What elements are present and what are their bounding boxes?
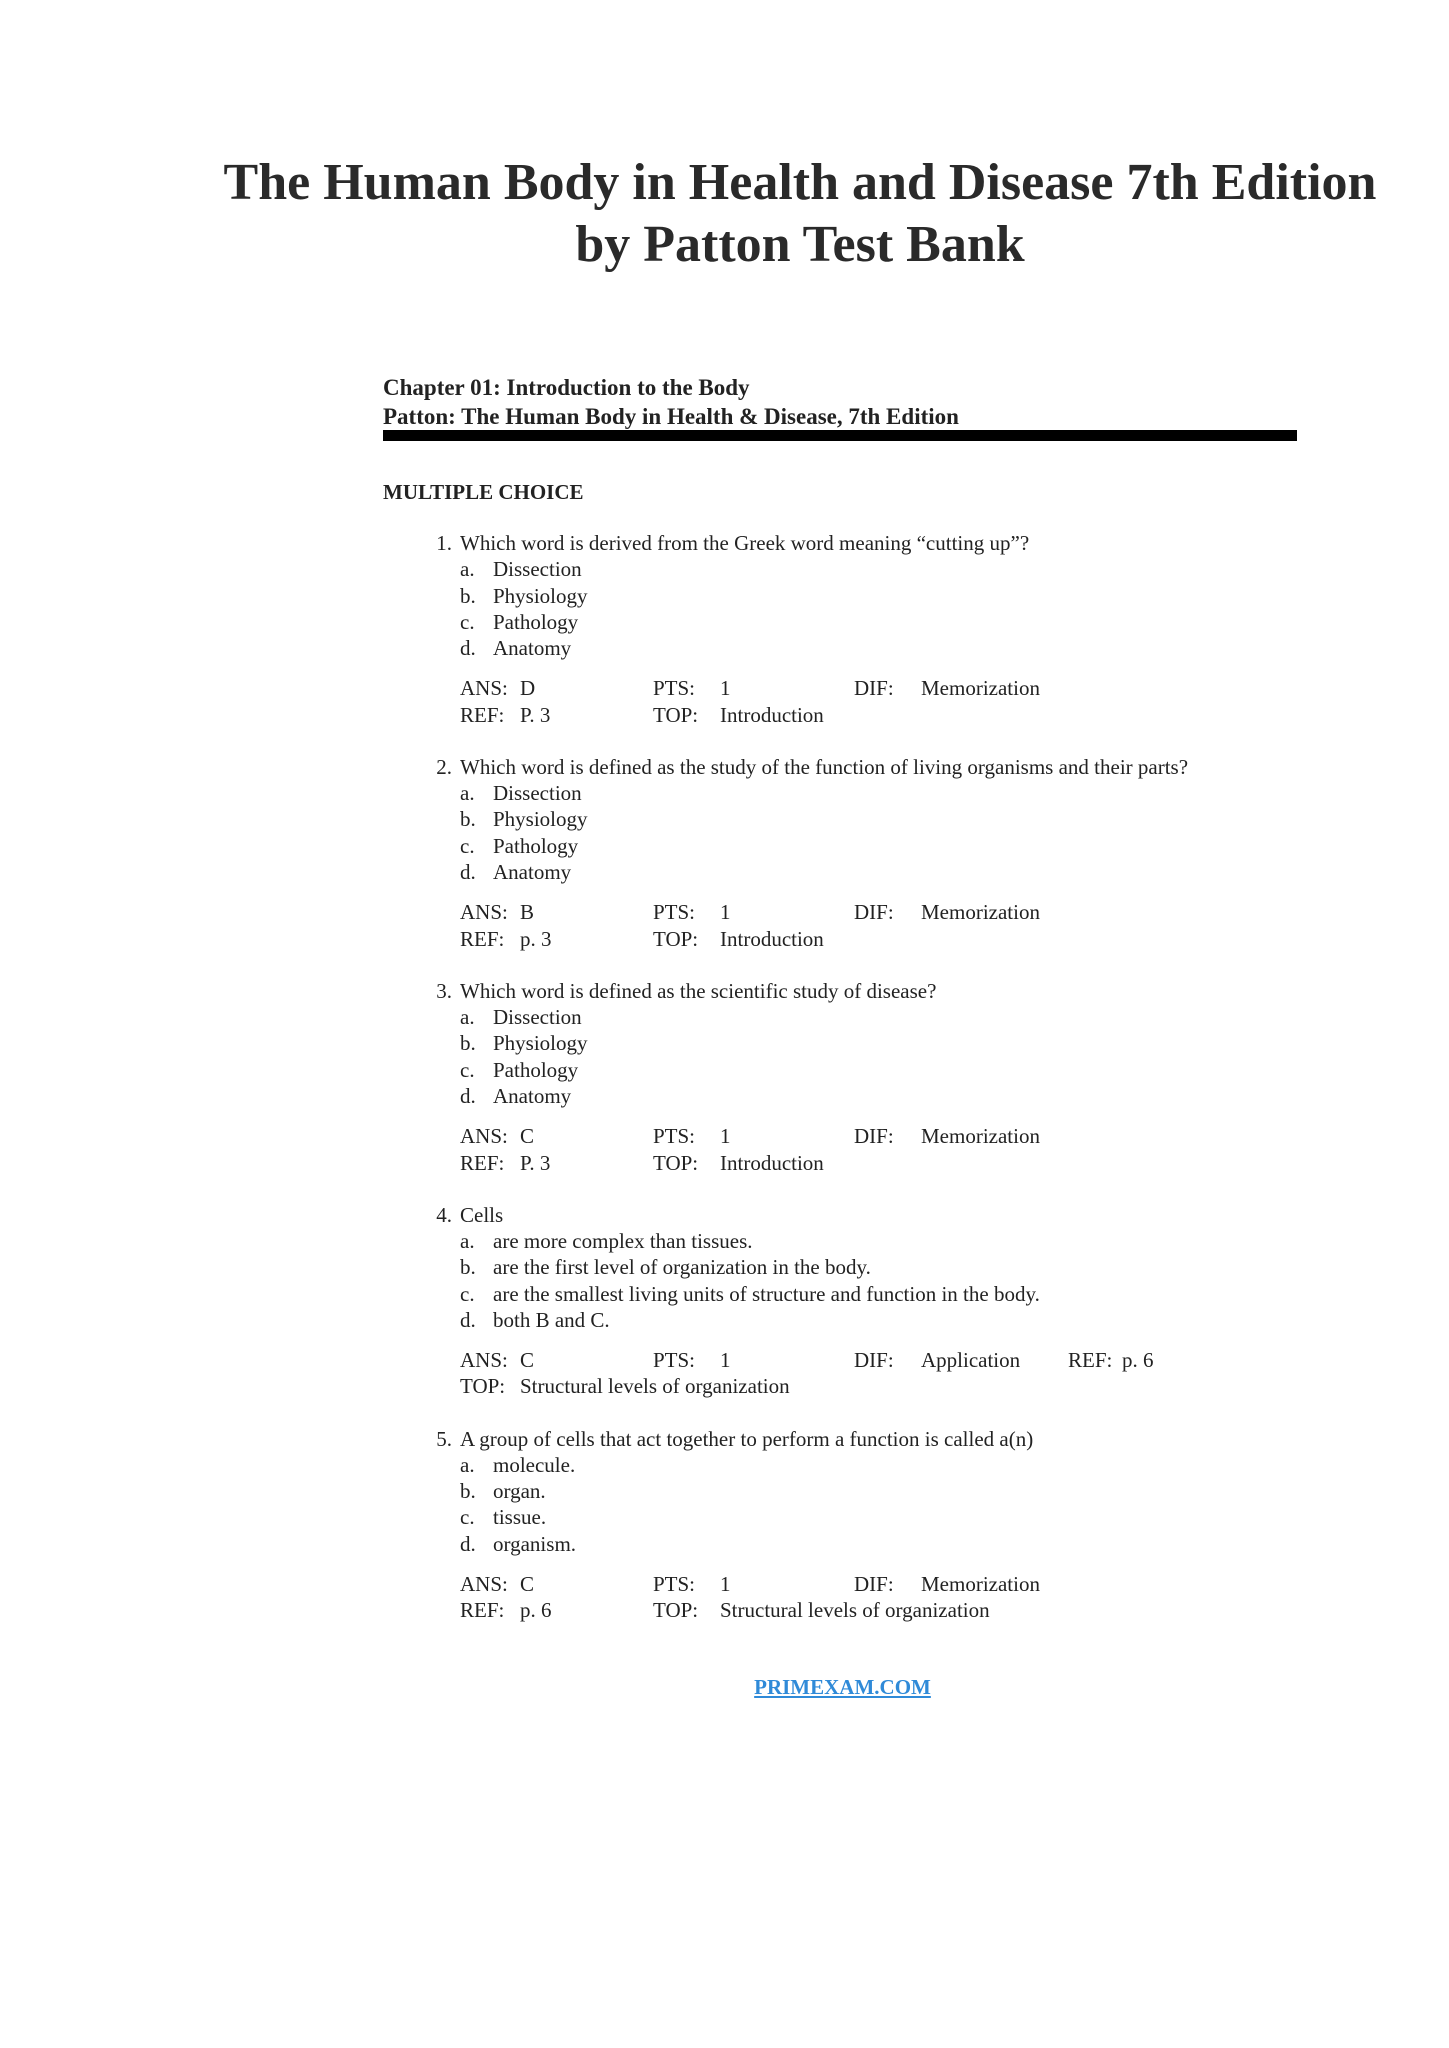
option-letter: d. [460, 1307, 476, 1332]
question-list [420, 530, 1300, 1649]
option-letter: a. [460, 1452, 475, 1477]
option-text: Dissection [493, 557, 582, 582]
option-text: Anatomy [493, 860, 572, 885]
option-text: Anatomy [493, 1083, 572, 1108]
answer-metadata [420, 899, 1300, 952]
meta-top-label: TOP: [653, 926, 699, 951]
title-line-2: by Patton Test Bank [575, 216, 1025, 273]
meta-top-label: TOP: [653, 1150, 699, 1175]
meta-dif: Memorization [921, 900, 1040, 925]
question-4 [420, 1202, 1300, 1400]
answer-option [420, 1531, 1300, 1557]
option-letter: d. [460, 860, 476, 885]
question-text: Which word is defined as the study of the function of living organisms and their parts? [460, 754, 1189, 779]
option-text: Pathology [493, 609, 579, 634]
meta-dif-label: DIF: [854, 1124, 894, 1149]
option-letter: c. [460, 1057, 475, 1082]
meta-top-label: TOP: [460, 1374, 506, 1399]
answer-option [420, 1478, 1300, 1504]
meta-dif-label: DIF: [854, 1348, 894, 1373]
answer-option [420, 806, 1300, 832]
meta-dif-label: DIF: [854, 1571, 894, 1596]
option-letter: b. [460, 807, 476, 832]
meta-dif: Memorization [921, 676, 1040, 701]
meta-pts-label: PTS: [653, 1124, 696, 1149]
meta-dif: Memorization [921, 1124, 1040, 1149]
meta-pts: 1 [720, 1348, 731, 1373]
option-text: Pathology [493, 1057, 579, 1082]
option-letter: b. [460, 1479, 476, 1504]
question-number: 1. [436, 531, 452, 555]
meta-pts: 1 [720, 1571, 731, 1596]
meta-ref: P. 3 [520, 1150, 551, 1175]
meta-pts-label: PTS: [653, 1571, 696, 1596]
question-3 [420, 978, 1300, 1176]
option-letter: c. [460, 609, 475, 634]
answer-option [420, 1083, 1300, 1109]
meta-ref-label: REF: [1068, 1348, 1113, 1373]
meta-dif: Application [921, 1348, 1021, 1373]
option-text: Dissection [493, 781, 582, 806]
meta-top: Structural levels of organization [520, 1374, 790, 1399]
option-text: Physiology [493, 807, 588, 832]
answer-option [420, 1254, 1300, 1280]
question-1 [420, 530, 1300, 728]
answer-option [420, 1004, 1300, 1030]
option-text: molecule. [493, 1452, 576, 1477]
option-text: organ. [493, 1479, 546, 1504]
question-number: 2. [436, 754, 452, 779]
meta-ans: C [520, 1348, 535, 1373]
answer-option [420, 1057, 1300, 1083]
option-text: are the first level of organization in the body. [493, 1255, 871, 1280]
option-text: Pathology [493, 833, 579, 858]
meta-top: Introduction [720, 702, 824, 727]
meta-top-label: TOP: [653, 1598, 699, 1623]
option-text: Physiology [493, 583, 588, 608]
document-title [200, 152, 1400, 276]
answer-option [420, 609, 1300, 635]
meta-ans: C [520, 1124, 535, 1149]
option-text: tissue. [493, 1505, 547, 1530]
question-stem [420, 1426, 1300, 1452]
option-text: Anatomy [493, 636, 572, 661]
question-text: Cells [460, 1202, 504, 1227]
answer-option [420, 583, 1300, 609]
question-stem [420, 978, 1300, 1004]
answer-option [420, 1452, 1300, 1478]
answer-metadata [420, 675, 1300, 728]
answer-option [420, 833, 1300, 859]
answer-option [420, 1281, 1300, 1307]
option-text: Dissection [493, 1005, 582, 1030]
option-text: both B and C. [493, 1307, 610, 1332]
option-letter: d. [460, 636, 476, 661]
question-5 [420, 1426, 1300, 1624]
option-letter: d. [460, 1531, 476, 1556]
meta-ref: p. 6 [1122, 1348, 1154, 1373]
meta-ref-label: REF: [460, 702, 505, 727]
answer-option [420, 859, 1300, 885]
option-letter: c. [460, 1281, 475, 1306]
meta-ans-label: ANS: [460, 900, 508, 925]
option-text: organism. [493, 1531, 577, 1556]
meta-ans: B [520, 900, 535, 925]
meta-ref-label: REF: [460, 926, 505, 951]
option-letter: c. [460, 833, 475, 858]
answer-option [420, 556, 1300, 582]
answer-option [420, 1030, 1300, 1056]
title-line-1: The Human Body in Health and Disease 7th Edition [223, 154, 1377, 211]
meta-ans-label: ANS: [460, 1348, 508, 1373]
meta-ref-label: REF: [460, 1150, 505, 1175]
question-stem [420, 530, 1300, 556]
question-number: 5. [436, 1426, 452, 1451]
chapter-title: Chapter 01: Introduction to the Body [383, 375, 750, 400]
meta-pts: 1 [720, 1124, 731, 1149]
header-rule [383, 430, 1297, 441]
meta-ans: D [520, 676, 536, 701]
question-text: A group of cells that act together to perform a function is called a(n) [460, 1426, 1034, 1451]
answer-option [420, 780, 1300, 806]
option-letter: c. [460, 1505, 475, 1530]
answer-option [420, 1307, 1300, 1333]
meta-top: Introduction [720, 926, 824, 951]
meta-pts-label: PTS: [653, 900, 696, 925]
answer-metadata [420, 1571, 1300, 1624]
answer-option [420, 1228, 1300, 1254]
meta-pts: 1 [720, 676, 731, 701]
question-number: 4. [436, 1202, 452, 1227]
option-letter: a. [460, 1228, 475, 1253]
option-letter: b. [460, 1255, 476, 1280]
chapter-header [383, 373, 959, 431]
meta-dif: Memorization [921, 1571, 1040, 1596]
meta-top: Structural levels of organization [720, 1598, 990, 1623]
question-stem [420, 1202, 1300, 1228]
answer-option [420, 1504, 1300, 1530]
answer-option [420, 635, 1300, 661]
question-2 [420, 754, 1300, 952]
option-letter: d. [460, 1083, 476, 1108]
meta-ref: p. 3 [520, 926, 552, 951]
section-heading: MULTIPLE CHOICE [383, 480, 584, 504]
meta-top: Introduction [720, 1150, 824, 1175]
meta-ref: p. 6 [520, 1598, 552, 1623]
meta-ans-label: ANS: [460, 1571, 508, 1596]
answer-metadata [420, 1347, 1300, 1400]
option-text: are the smallest living units of structure and function in the body. [493, 1281, 1040, 1306]
option-letter: b. [460, 583, 476, 608]
question-text: Which word is defined as the scientific study of disease? [460, 978, 937, 1003]
question-text: Which word is derived from the Greek word meaning “cutting up”? [460, 531, 1030, 555]
meta-dif-label: DIF: [854, 900, 894, 925]
option-letter: b. [460, 1031, 476, 1056]
question-number: 3. [436, 978, 452, 1003]
option-letter: a. [460, 1005, 475, 1030]
meta-top-label: TOP: [653, 702, 699, 727]
meta-pts: 1 [720, 900, 731, 925]
option-letter: a. [460, 557, 475, 582]
meta-dif-label: DIF: [854, 676, 894, 701]
meta-ans-label: ANS: [460, 1124, 508, 1149]
option-letter: a. [460, 781, 475, 806]
option-text: are more complex than tissues. [493, 1228, 753, 1253]
meta-pts-label: PTS: [653, 676, 696, 701]
meta-ans-label: ANS: [460, 676, 508, 701]
footer-link[interactable]: PRIMEXAM.COM [754, 1675, 931, 1699]
answer-metadata [420, 1123, 1300, 1176]
meta-ref: P. 3 [520, 702, 551, 727]
meta-pts-label: PTS: [653, 1348, 696, 1373]
question-stem [420, 754, 1300, 780]
book-title: Patton: The Human Body in Health & Disease, 7th Edition [383, 404, 959, 429]
option-text: Physiology [493, 1031, 588, 1056]
meta-ref-label: REF: [460, 1598, 505, 1623]
meta-ans: C [520, 1571, 535, 1596]
